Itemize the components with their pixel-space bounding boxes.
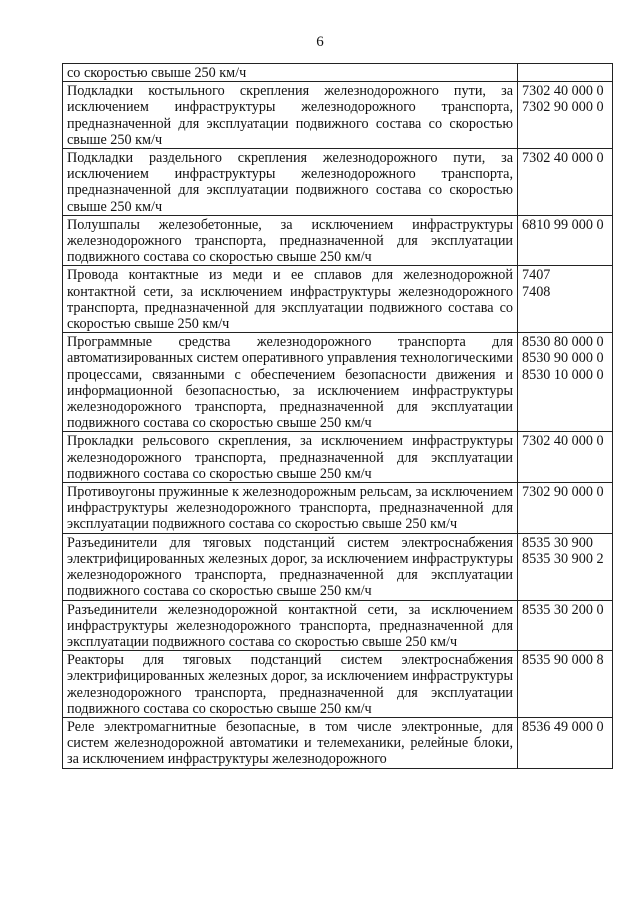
product-name-cell: Полушпалы железобетонные, за исключением инфраструктуры железнодорожного транспорта, предназначенной для эксплуатации подвижного состава со скоростью свыше 250 км/ч <box>63 215 518 266</box>
table-row <box>63 64 613 82</box>
code-cell: 7302 40 000 0 <box>518 432 613 483</box>
product-name-cell: Реле электромагнитные безопасные, в том числе электронные, для систем железнодорожной автоматики и телемеханики, релейные блоки, за исключением инфраструктуры железнодорожного <box>63 717 518 768</box>
product-name-cell: Программные средства железнодорожного транспорта для автоматизированных систем оперативного управления технологическими процессами, связанными с обеспечением безопасности движения и информационной безопасностью, за исключением инфраструктуры железнодорожного транспорта, предназначенной для эксплуатации подвижного состава со скоростью свыше 250 км/ч <box>63 333 518 432</box>
product-name-cell: Противоугоны пружинные к железнодорожным рельсам, за исключением инфраструктуры железнодорожного транспорта, предназначенной для эксплуатации подвижного состава со скоростью свыше 250 км/ч <box>63 483 518 534</box>
table-row <box>63 483 613 534</box>
code-cell <box>518 64 613 82</box>
product-name-cell: со скоростью свыше 250 км/ч <box>63 64 518 82</box>
code-cell: 8530 80 000 0 8530 90 000 0 8530 10 000 0 <box>518 333 613 432</box>
code-cell: 7407 7408 <box>518 266 613 333</box>
code-cell: 7302 40 000 0 7302 90 000 0 <box>518 82 613 149</box>
product-name-cell: Разъединители для тяговых подстанций систем электроснабжения электрифицированных железных дорог, за исключением инфраструктуры железнодорожного транспорта, предназначенной для эксплуатации подвижного состава со скоростью свыше 250 км/ч <box>63 533 518 600</box>
code-cell: 7302 90 000 0 <box>518 483 613 534</box>
table-row <box>63 717 613 768</box>
product-name-cell: Провода контактные из меди и ее сплавов для железнодорожной контактной сети, за исключением инфраструктуры железнодорожного транспорта, предназначенной для эксплуатации подвижного состава со скоростью свыше 250 км/ч <box>63 266 518 333</box>
code-cell: 8536 49 000 0 <box>518 717 613 768</box>
product-name-cell: Реакторы для тяговых подстанций систем электроснабжения электрифицированных железных дорог, за исключением инфраструктуры железнодорожного транспорта, предназначенной для эксплуатации подвижного состава со скоростью свыше 250 км/ч <box>63 651 518 718</box>
code-cell: 8535 90 000 8 <box>518 651 613 718</box>
table-row <box>63 333 613 432</box>
table-row <box>63 432 613 483</box>
table-row <box>63 215 613 266</box>
page-number: 6 <box>316 34 324 50</box>
product-codes-table <box>62 63 613 769</box>
table-row <box>63 600 613 651</box>
table-row <box>63 266 613 333</box>
code-cell: 7302 40 000 0 <box>518 149 613 216</box>
table-row <box>63 82 613 149</box>
product-name-cell: Подкладки раздельного скрепления железнодорожного пути, за исключением инфраструктуры железнодорожного транспорта, предназначенной для эксплуатации подвижного состава со скоростью свыше 250 км/ч <box>63 149 518 216</box>
code-cell: 8535 30 200 0 <box>518 600 613 651</box>
product-name-cell: Подкладки костыльного скрепления железнодорожного пути, за исключением инфраструктуры железнодорожного транспорта, предназначенной для эксплуатации подвижного состава со скоростью свыше 250 км/ч <box>63 82 518 149</box>
product-name-cell: Прокладки рельсового скрепления, за исключением инфраструктуры железнодорожного транспорта, предназначенной для эксплуатации подвижного состава со скоростью свыше 250 км/ч <box>63 432 518 483</box>
code-cell: 6810 99 000 0 <box>518 215 613 266</box>
table-row <box>63 651 613 718</box>
table-row <box>63 533 613 600</box>
product-name-cell: Разъединители железнодорожной контактной сети, за исключением инфраструктуры железнодорожного транспорта, предназначенной для эксплуатации подвижного состава со скоростью свыше 250 км/ч <box>63 600 518 651</box>
table-row <box>63 149 613 216</box>
code-cell: 8535 30 900 8535 30 900 2 <box>518 533 613 600</box>
